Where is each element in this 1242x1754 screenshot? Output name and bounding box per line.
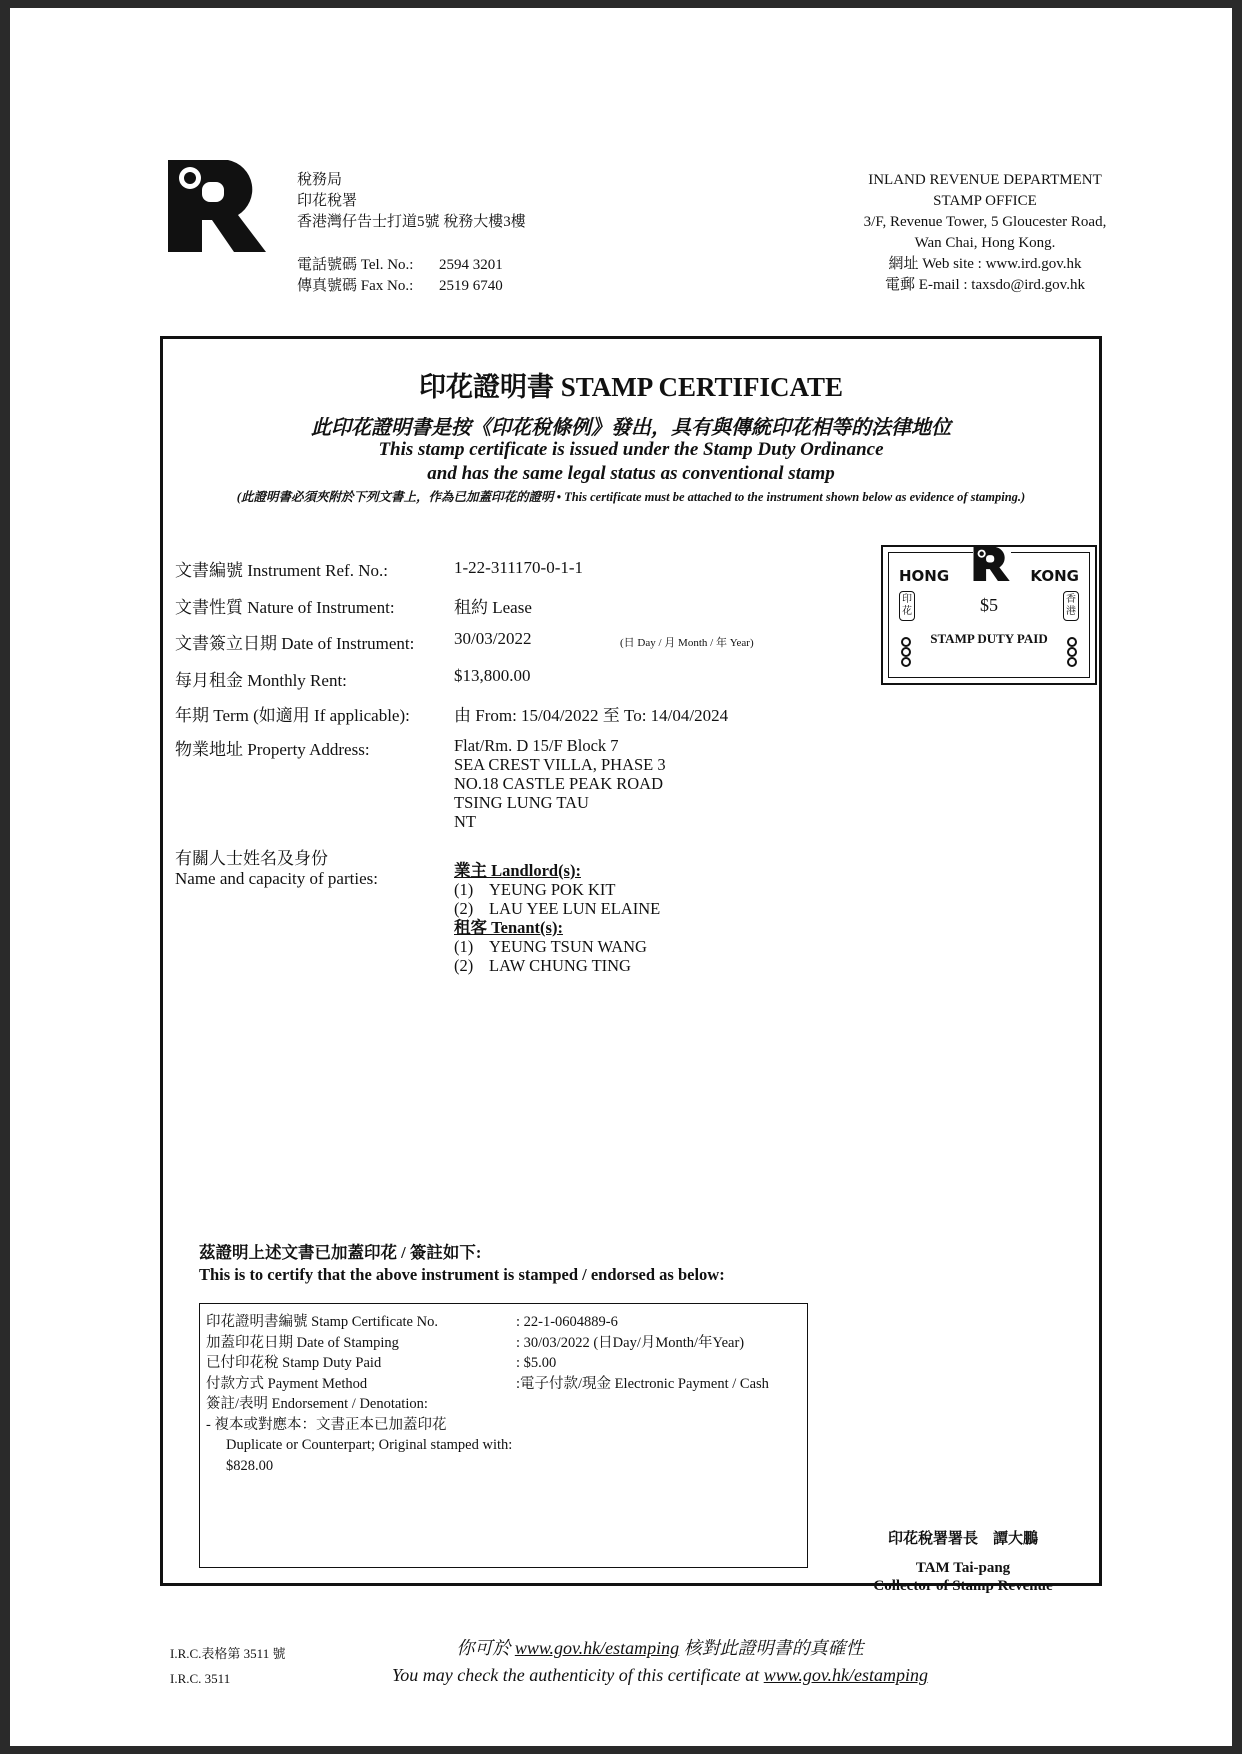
stamp-side-left: 印花 [899, 591, 915, 621]
stamp-hong: HONG [899, 567, 950, 585]
form-number-en: I.R.C. 3511 [170, 1671, 231, 1686]
certify-statement [199, 1242, 725, 1286]
address-line: TSING LUNG TAU [454, 793, 589, 812]
endorsement-amount: $828.00 [226, 1457, 274, 1474]
check-cn-pre: 你可於 [456, 1638, 515, 1658]
stamp-duty-stamp [881, 545, 1097, 685]
stamping-details [206, 1312, 769, 1476]
parties-label-en: Name and capacity of parties: [175, 869, 378, 888]
address-line: NO.18 CASTLE PEAK ROAD [454, 774, 664, 793]
detail-label: 加蓋印花日期 Date of Stamping [206, 1334, 399, 1351]
signatory-title-cn: 印花稅署署長 譚大鵬 [887, 1531, 1038, 1547]
landlord-item [454, 899, 660, 918]
detail-row [206, 1353, 769, 1374]
detail-row [206, 1374, 769, 1395]
stamp-ornament-icon [900, 637, 912, 669]
fax-value: 2519 6740 [439, 278, 503, 294]
header-cn-block [297, 170, 526, 233]
website: 網址 Web site : www.ird.gov.hk [888, 256, 1082, 272]
parties-label-cn: 有關人士姓名及身份 [175, 849, 328, 868]
endorsement-label: 簽註/表明 Endorsement / Denotation: [206, 1396, 428, 1412]
party-no: (2) [454, 956, 474, 975]
tenant-heading: 租客 Tenant(s): [454, 918, 563, 937]
tenant-item [454, 956, 660, 975]
check-cn-post: 核對此證明書的真確性 [679, 1638, 864, 1658]
authenticity-note [310, 1635, 1010, 1689]
detail-value: : 30/03/2022 (日Day/月Month/年Year) [516, 1334, 745, 1351]
subtitle-en-2: and has the same legal status as conventional stamp [427, 463, 835, 484]
field-label-rent: 每月租金 Monthly Rent: [175, 671, 347, 690]
certificate-title: 印花證明書 STAMP CERTIFICATE [418, 372, 844, 402]
field-value-term: 由 From: 15/04/2022 至 To: 14/04/2024 [454, 706, 729, 725]
stamp-ornament-icon [1066, 637, 1078, 669]
form-number [170, 1641, 285, 1691]
party-name: YEUNG TSUN WANG [489, 937, 647, 956]
property-address [454, 736, 666, 831]
tel-value: 2594 3201 [439, 257, 503, 273]
email: 電郵 E-mail : taxsdo@ird.gov.hk [885, 277, 1085, 293]
parties-list [454, 861, 660, 975]
address-en-2: Wan Chai, Hong Kong. [914, 235, 1056, 251]
address-line: Flat/Rm. D 15/F Block 7 [454, 736, 619, 755]
attach-note: (此證明書必須夾附於下列文書上，作為已加蓋印花的證明 • This certificate must be attached to the instrument shown below as evidence of stamping.) [236, 490, 1026, 504]
field-label-ref: 文書編號 Instrument Ref. No.: [175, 561, 388, 580]
address-line: NT [454, 812, 476, 831]
fax-label: 傳真號碼 Fax No.: [297, 278, 414, 294]
certify-cn: 茲證明上述文書已加蓋印花 / 簽註如下: [199, 1243, 482, 1262]
office-en: STAMP OFFICE [933, 193, 1037, 209]
subtitle-en-1: This stamp certificate is issued under the Stamp Duty Ordinance [378, 439, 884, 460]
party-no: (1) [454, 937, 474, 956]
detail-label: 付款方式 Payment Method [206, 1375, 368, 1392]
detail-value: : 22-1-0604889-6 [516, 1314, 618, 1330]
party-no: (1) [454, 880, 474, 899]
field-value-nature: 租約 Lease [454, 598, 532, 617]
dept-en: INLAND REVENUE DEPARTMENT [868, 172, 1102, 188]
stamp-side-right: 香港 [1063, 591, 1079, 621]
address-line: SEA CREST VILLA, PHASE 3 [454, 755, 666, 774]
subtitle-en [163, 438, 1099, 486]
field-value-ref: 1-22-311170-0-1-1 [454, 558, 584, 577]
tel-label: 電話號碼 Tel. No.: [297, 257, 414, 273]
detail-value: : $5.00 [516, 1355, 557, 1371]
office-cn: 印花稅署 [297, 193, 358, 209]
signatory-name: TAM Tai-pang [915, 1560, 1011, 1576]
endorsement-line: - 複本或對應本：文書正本已加蓋印花 [206, 1416, 447, 1433]
party-name: YEUNG POK KIT [489, 880, 616, 899]
document-page [10, 8, 1232, 1746]
detail-label: 已付印花稅 Stamp Duty Paid [206, 1355, 382, 1371]
field-label-term: 年期 Term (如適用 If applicable): [175, 706, 410, 725]
form-number-cn: I.R.C.表格第 3511 號 [170, 1646, 286, 1661]
date-format-hint: (日 Day / 月 Month / 年 Year) [620, 637, 754, 649]
stamp-kong: KONG [1030, 567, 1079, 585]
estamping-link[interactable]: www.gov.hk/estamping [514, 1638, 680, 1658]
dept-cn: 稅務局 [297, 172, 343, 188]
detail-label: 印花證明書編號 Stamp Certificate No. [206, 1314, 438, 1330]
subtitle-cn: 此印花證明書是按《印花稅條例》發出，具有與傳統印花相等的法律地位 [311, 417, 951, 439]
stamp-value: $5 [980, 595, 998, 615]
landlord-item [454, 880, 660, 899]
address-cn: 香港灣仔告士打道5號 稅務大樓3樓 [297, 214, 526, 230]
field-label-date: 文書簽立日期 Date of Instrument: [175, 634, 415, 653]
check-en-pre: You may check the authenticity of this certificate at [391, 1665, 764, 1685]
estamping-link[interactable]: www.gov.hk/estamping [763, 1665, 929, 1685]
landlord-heading: 業主 Landlord(s): [454, 861, 581, 880]
party-name: LAU YEE LUN ELAINE [489, 899, 661, 918]
parties-label [175, 849, 378, 889]
field-label-address: 物業地址 Property Address: [175, 740, 370, 759]
address-en-1: 3/F, Revenue Tower, 5 Gloucester Road, [863, 214, 1107, 230]
ird-logo [168, 160, 268, 252]
header-en-block [800, 170, 1170, 296]
party-name: LAW CHUNG TING [489, 956, 631, 975]
tenant-item [454, 937, 660, 956]
field-value-date: 30/03/2022 [454, 629, 532, 648]
stamping-details-box [199, 1303, 808, 1568]
endorsement-line: Duplicate or Counterpart; Original stamped with: [226, 1437, 513, 1453]
field-label-nature: 文書性質 Nature of Instrument: [175, 598, 395, 617]
signatory-en [843, 1559, 1083, 1595]
certificate-box [160, 336, 1102, 1594]
stamp-ir-logo [973, 547, 1011, 581]
detail-row [206, 1312, 769, 1333]
stamp-paid-text: STAMP DUTY PAID [930, 631, 1048, 646]
contact-numbers [297, 255, 503, 297]
detail-value: :電子付款/現金 Electronic Payment / Cash [516, 1375, 769, 1392]
certify-en: This is to certify that the above instrument is stamped / endorsed as below: [199, 1265, 725, 1284]
detail-row [206, 1333, 769, 1354]
party-no: (2) [454, 899, 474, 918]
field-value-rent: $13,800.00 [454, 666, 531, 685]
signatory-title: Collector of Stamp Revenue [873, 1578, 1053, 1594]
